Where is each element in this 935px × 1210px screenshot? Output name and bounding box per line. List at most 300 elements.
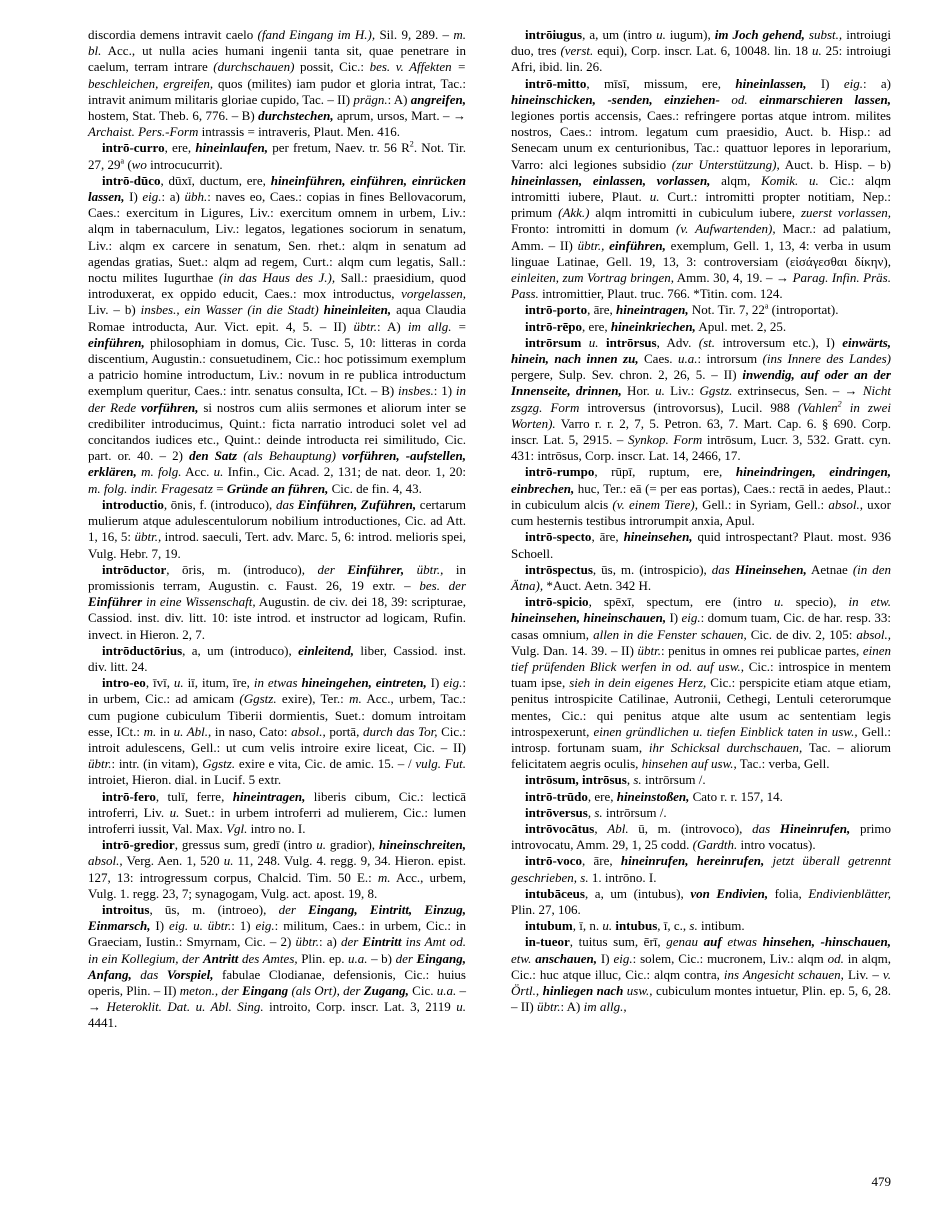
text-run: (Gardth. (692, 837, 738, 853)
text-run: – b) (367, 950, 396, 966)
text-run: : domum tuam, Cic. de har. resp. 33: casas omnium, (511, 610, 891, 642)
text-run: v. Örtl., (511, 966, 891, 998)
text-run: liberis cibum, Cic.: lecticā introferri, Liv. (88, 788, 466, 820)
text-run: : in urbem, Cic.: ad amicam (88, 675, 466, 707)
text-run: (in das Haus des J.), (218, 270, 336, 286)
text-run: einführen, (88, 334, 145, 350)
dictionary-entry (511, 335, 891, 465)
headword: intro-eo (102, 675, 146, 691)
text-run: hineinlaufen, (195, 140, 268, 156)
text-run: Eingang (241, 982, 292, 998)
text-run: , ere, (587, 788, 617, 804)
text-run: übtr. (537, 999, 561, 1015)
text-run: m. folg. indir. Fragesatz (88, 480, 213, 496)
text-run: übtr. (637, 642, 661, 658)
text-run: auf (703, 934, 728, 950)
text-run: in promissionis terram, Augustin. c. Faust. 26, 19 extr. – (88, 561, 466, 593)
text-run: per fretum, Naev. tr. 56 R (268, 140, 410, 156)
text-run: von Endivien, (690, 885, 769, 901)
text-run: (st. (698, 334, 716, 350)
text-run: u. Abl. (173, 723, 209, 739)
text-run: Einführer, (347, 561, 405, 577)
text-run: u. (811, 43, 822, 59)
headword: intrō-curro (102, 140, 165, 156)
text-run: Acc. (181, 464, 214, 480)
text-run: Tac.: verba, Gell. (736, 756, 830, 772)
text-run: Cic.: perspicite etiam atque etiam, penitus introspicite Catilinae, Autronii, Cethegi, Lentuli ceterorumque mentes, Cic.: qui penitus atque alte usum ac sententiam legis introspexerunt, (511, 675, 891, 739)
text-run: Eingang, Anfang, (88, 950, 466, 982)
text-run: ihr Schicksal durchschauen, (648, 739, 803, 755)
text-run: , in naso, Cato: (208, 723, 292, 739)
text-run: primo introvocatu, Amm. 29, 1, 25 codd. (511, 820, 892, 853)
text-run: Ggstz. (699, 383, 733, 399)
text-run: übtr., (416, 561, 444, 577)
text-run: fabulae Clodianae, defensionis, Cic.: huius operis, Plin. – II) (88, 966, 466, 998)
text-run: (als Ort), der (291, 982, 364, 998)
text-run: certarum mulierum atque adulescentulorum nobilium introductiones, Cic. ad Att. 1, 16, 5: (88, 496, 467, 545)
text-run: folia, (768, 885, 809, 901)
text-run: insbes. (398, 383, 434, 399)
text-run: : a) (161, 189, 185, 205)
text-run: übtr. (353, 318, 377, 334)
text-run: I) (666, 610, 682, 626)
text-run: philosophiam in domus, Cic. Tusc. 5, 10: litteras in corda discentium, Augustin.: consuetudinem, Cic.: hoc potissimum exemplum a patricio homine introductum, Liv.: novum in re publica introductum exemplum queritur, Caes.: intr. senatus consulta, ICt. – B) (88, 334, 466, 399)
text-run: hinliegen nach (542, 982, 627, 998)
headword: intubum (525, 918, 573, 934)
text-run: m. folg. (141, 464, 182, 480)
text-run: cubiculum montes intuetur, Plin. ep. 5, 6, 28. – II) (511, 982, 892, 1015)
dictionary-entry (511, 772, 891, 788)
text-run: 2 (837, 399, 842, 409)
text-run: einführen, (609, 237, 666, 253)
text-run: einleiten, zum Vortrag bringen, (511, 270, 674, 286)
dictionary-entry (511, 789, 891, 805)
text-run: m. (377, 869, 391, 885)
text-run: wo (131, 156, 147, 172)
headword: intubus (615, 918, 658, 934)
text-run: exire e vita, Cic. de amic. 15. – / (235, 756, 416, 772)
dictionary-entry (88, 675, 466, 788)
dictionary-entry (511, 529, 891, 561)
text-run: introversum etc.), I) (715, 334, 843, 350)
headword: intrō-specto (525, 529, 592, 545)
text-run: der (317, 561, 348, 577)
text-run: s. (689, 918, 698, 934)
text-run: übtr. (88, 756, 112, 772)
text-run: (in den Ätna), (511, 561, 892, 593)
text-run: (introportat). (768, 302, 839, 318)
text-run: (verst. (560, 43, 594, 59)
dictionary-entry (511, 886, 891, 918)
text-run: im allg. (407, 318, 452, 334)
text-run: ū, m. (introvoco), (628, 820, 753, 836)
headword: intrōductōrius (102, 642, 183, 658)
text-run: = (451, 318, 466, 334)
text-run: iugum), (665, 27, 715, 42)
dictionary-entry (511, 302, 891, 318)
text-run: hostem, Stat. Theb. 6, 776. – B) (88, 108, 259, 124)
text-run: vulg. Fut. (415, 756, 467, 772)
text-run: – → (88, 982, 467, 1015)
text-run: eig. (681, 610, 701, 626)
text-run: vorgelassen, (401, 286, 466, 302)
text-run: u. (773, 594, 784, 610)
text-run: intrassis = intraveris, Plaut. Men. 416. (198, 124, 400, 140)
text-run: etwas (727, 934, 763, 950)
text-run (404, 562, 417, 577)
text-run: : 1) (433, 383, 456, 399)
text-run: 11, 248. Vulg. 4. regg. 9, 34. Hieron. epist. 127, 13: introgressum corpus, Chalcid. Tim. 50 E.: (88, 853, 466, 885)
text-run: intrōrsum /. (641, 772, 706, 788)
text-run: Varro r. r. 2, 7, 5. Petron. 63, 7. Mart. Cap. 6. § 690. Corp. inscr. Lat. 5, 2915. – (511, 415, 891, 448)
dictionary-entry (88, 140, 466, 172)
text-run: specio), (783, 594, 849, 610)
text-run: intro no. I. (247, 820, 306, 836)
text-run: Vulg. Dan. 14. 39. – II) (511, 642, 638, 658)
text-run: Plin. ep. (297, 950, 349, 966)
text-run: , a, um (introduco), (182, 642, 299, 658)
text-run: Sall.: praesidium, quod introduxerat, ex oppido educit, Caes.: mox introductus, (88, 270, 466, 302)
text-run: , (594, 820, 608, 836)
text-run: s. (594, 804, 603, 820)
text-run: hineinlassen, (735, 75, 807, 91)
text-run: hineinführen, einführen, einrücken lassen, (88, 172, 466, 205)
text-run: I) (426, 675, 444, 691)
headword: in-tueor (525, 934, 570, 950)
dictionary-entry (511, 464, 891, 529)
text-run: übtr. (295, 934, 319, 950)
text-run: , tuitus sum, ērī, (569, 934, 667, 950)
dictionary-entry (88, 173, 466, 497)
headword: intubāceus (525, 885, 585, 901)
text-run: m. (143, 723, 157, 739)
text-run: Augustin. de civ. dei 18, 39: scripturae, Cassiod. inst. div. litt. 10: iste introd. et instructor ad logicam, Rufin. invect. in Hieron. 2, 7. (88, 594, 466, 642)
text-run: Amm. 30, 4, 19. – → (673, 270, 793, 286)
text-run: eig. (613, 950, 633, 966)
text-run: 4441. (88, 1015, 118, 1031)
text-run: in etwas (253, 675, 302, 691)
text-run (599, 335, 606, 350)
text-run: exire), Ter.: (276, 691, 350, 707)
page-number: 479 (871, 1174, 891, 1189)
headword: intrō-trūdo (525, 788, 588, 804)
text-run: hineinschreiten, (378, 837, 466, 853)
text-run: des Amtes, (241, 950, 298, 966)
text-run: quos (milites) iam pudor et gloria intrat, Tac.: intravit animum militaris gloriae cupido, Tac. – II) (88, 75, 466, 107)
text-run: das (711, 561, 735, 577)
text-run: (v. Aufwartenden), (675, 221, 776, 237)
text-run: Liv. – (843, 966, 883, 982)
text-run: absol., (828, 496, 863, 512)
text-run: iī, itum, īre, (183, 675, 254, 691)
text-run: Fronto: intromitti in domum (511, 221, 676, 237)
text-run: , āre, (587, 302, 616, 318)
text-run: eig. (443, 675, 463, 691)
dictionary-entry (511, 27, 891, 76)
text-run: , a, um (intro (582, 27, 657, 42)
dictionary-entry (88, 789, 466, 838)
text-run: gradior), (326, 837, 379, 853)
text-run: Verg. Aen. 1, 520 (122, 853, 224, 869)
text-run: der (340, 934, 363, 950)
headword: intrōspectus (525, 561, 593, 577)
text-run: *Auct. Aetn. 342 H. (543, 577, 652, 593)
text-run: : penitus in omnes rei publicae partes, (660, 642, 863, 658)
text-run: das (275, 496, 298, 512)
text-run: , ī, n. (572, 918, 603, 934)
text-run: u. (602, 918, 613, 934)
text-run: jetzt überall getrennt geschrieben, s. (511, 853, 892, 885)
headword: intrō-spicio (525, 594, 589, 610)
text-run: liber, Cassiod. inst. div. litt. 24. (88, 642, 466, 674)
text-run: aprum, ursos, Mart. – → (333, 108, 466, 124)
text-run: si nostros cum aliis sermones et aliorum inter se credibiliter introducimus, Quint.: ficta narratio introduci solet vel ad concitandos iudices etc., Quint.: deinde introducta rei similitudo, Cic. part. or. 40. – 2) (88, 399, 467, 464)
text-run: introd. saeculi, Tert. adv. Marc. 5, 6: introd. melioris spei, Vulg. Hebr. 7, 19. (88, 529, 466, 561)
text-run: m. bl. (88, 27, 466, 59)
text-run: eig. u. übtr. (169, 918, 232, 934)
text-run: in (156, 723, 174, 739)
text-run: Liv.: (664, 383, 700, 399)
text-run: Suet.: in urbem introferri ad mulierem, Cic.: lumen introferri iussit, Val. Max. (88, 804, 466, 836)
text-run: (fand Eingang im H.), (257, 27, 376, 42)
text-run: intromittier, Plaut. truc. 766. *Titin. com. 124. (538, 286, 783, 302)
text-run: s. (633, 772, 642, 788)
text-run: subst., (808, 27, 843, 42)
dictionary-entry (88, 643, 466, 675)
text-run: hineinkriechen, (610, 318, 696, 334)
text-run: : a) (318, 934, 341, 950)
headword: intrōrsus (606, 334, 657, 350)
text-run: der (395, 950, 417, 966)
dictionary-entry (88, 27, 466, 140)
text-run: , ūs, m. (introspicio), (592, 561, 712, 577)
text-run: in zwei Worten). (511, 399, 891, 431)
text-run: alqm intromitti in cubiculum iubere, (589, 205, 801, 221)
text-run: Ggstz. (202, 756, 236, 772)
text-run: Vorspiel, (166, 966, 214, 982)
text-run: bes. der (419, 577, 466, 593)
dictionary-entry (511, 934, 891, 1015)
text-run: alqm, (710, 172, 762, 188)
text-run: a (764, 302, 769, 312)
text-run: hineintragen, (615, 302, 689, 318)
text-run: einwärts, hinein, nach innen zu, (511, 334, 892, 367)
headword: intrōsum, intrōsus (525, 772, 627, 788)
text-run: 25: introiugi Afri, ibid. lin. 26. (511, 43, 892, 75)
text-run: : a) (862, 75, 891, 91)
text-run: Aetnae (806, 561, 853, 577)
dictionary-entry (88, 562, 466, 643)
text-run: Parag. Infin. Präs. Pass. (511, 270, 891, 302)
text-run: od. (827, 950, 844, 966)
headword: intrō-voco (525, 853, 583, 869)
headword: intrōversus (525, 804, 588, 820)
text-run: intro vocatus). (737, 837, 816, 853)
text-run: extrinsecus, Sen. – → (732, 383, 863, 399)
text-run: hineinstoßen, (616, 788, 690, 804)
text-run: : A) (376, 318, 408, 334)
text-run: . Not. Tir. 27, 29 (88, 140, 466, 172)
text-run: vorführen, -aufstellen, erklären, (88, 448, 467, 480)
text-run: u. (588, 334, 599, 350)
headword: intrōiugus (525, 27, 583, 42)
dictionary-entry (511, 562, 891, 594)
text-run: in der Rede (88, 383, 466, 415)
text-run: eig. (843, 75, 863, 91)
text-run: Auct. b. Hisp. – b) (779, 156, 891, 172)
dictionary-entry (511, 805, 891, 821)
headword: intrō-fero (102, 788, 156, 804)
text-run: Nicht zsgzg. Form (511, 383, 891, 415)
text-run: Komik. u. (761, 172, 819, 188)
text-run: usw., (626, 982, 653, 998)
text-run: u. (655, 383, 665, 399)
text-run: Vgl. (226, 820, 248, 836)
text-run: (durchschauen) (213, 59, 295, 75)
text-run: Infin., Cic. Acad. 2, 131; de nat. deor. 1, 20: (223, 464, 467, 480)
text-run: u. (213, 464, 224, 480)
dictionary-entry (511, 594, 891, 772)
text-run: portā, (325, 723, 363, 739)
text-run: Cic.: introit adulescens, Gell.: ut cum velis introire exire liceat, Cic. – II) (88, 723, 466, 755)
text-run: in etw. (848, 594, 892, 610)
text-run: Archaist. Pers.-Form (88, 124, 199, 140)
text-run: , mīsī, missum, ere, (586, 75, 736, 91)
headword: intrōductor (102, 561, 167, 577)
text-run: in alqm, Cic.: huc atque illuc, Cic.: alqm contra, (511, 950, 891, 982)
text-run: introcucurrit). (146, 156, 223, 172)
text-run: Cic. (408, 982, 437, 998)
text-run: eig. (142, 189, 162, 205)
text-run: absol., (291, 723, 326, 739)
text-run: Plin. 27, 106. (511, 901, 581, 917)
text-run: od. (731, 91, 748, 107)
text-run: einmarschieren lassen, (759, 91, 892, 107)
text-run: introiugi duo, tres (511, 27, 891, 59)
text-run: Tac. – aliorum felicitatem aegris oculis, (511, 739, 891, 772)
text-run: u. (656, 27, 666, 42)
text-run: Caes. (638, 351, 678, 367)
text-run: u. (223, 853, 234, 869)
text-run: ins Angesicht schauen, (723, 966, 844, 982)
text-run: (Vahlen (797, 399, 838, 415)
text-run: durch das Tor, (362, 723, 438, 739)
text-run: legiones portis accensis, Caes.: refringere portas atque introm. milites nostros, Caes.: introm. legatum cum praesidio, Auct. b. Hisp.: ad Senecam unum ex centurionibus, Tac.: quattuor lepores in leporarium, Varro: alci legiones subsidio (511, 108, 891, 172)
text-run: den Satz (189, 448, 244, 464)
text-run: , (626, 772, 634, 788)
headword: intrō-rumpo (525, 464, 595, 480)
text-run: quid introspectant? Plaut. most. 936 Schoell. (511, 529, 891, 561)
text-run: I) (150, 918, 170, 934)
text-run: I) (124, 189, 143, 205)
text-run: , Adv. (656, 334, 699, 350)
text-run: absol., (856, 626, 892, 642)
text-run: introiet, Hieron. dial. in Lucif. 5 extr. (88, 772, 282, 788)
text-run: intibum. (697, 918, 745, 934)
text-run: Cic. de fin. 4, 43. (328, 480, 422, 496)
dictionary-entry (511, 76, 891, 303)
text-run: Gründe an führen, (226, 480, 329, 496)
text-run: hineintragen, (232, 788, 306, 804)
headword: intrō-dūco (102, 172, 161, 188)
headword: intrō-gredior (102, 837, 175, 853)
headword: intrōvocātus (525, 820, 595, 836)
text-run: u. (456, 999, 467, 1015)
text-run: hineingehen, eintreten, (301, 675, 427, 691)
headword: intrōrsum (525, 334, 582, 350)
dictionary-entry (88, 902, 466, 1032)
text-run: im Joch gehend, (714, 27, 805, 42)
text-run: u. (169, 804, 180, 820)
text-run: Cic.: alqm intromitti iubere, Plaut. (511, 172, 891, 205)
text-run: hineinrufen, hereinrufen, (620, 853, 765, 869)
text-run: , āre, (582, 853, 621, 869)
text-run: zuerst vorlassen, (800, 205, 892, 221)
text-run: : militum, Caes.: in urbem, Cic.: in Graeciam, Iustin.: Smyrnam, Cic. – 2) (88, 918, 466, 950)
text-run: einen tief prüfenden Blick werfen in od. auf usw., (511, 642, 891, 674)
text-run: huc, Ter.: eā (= per eas portas), Caes.: rectā in aedes, Plaut.: in cubiculum alcis (511, 480, 891, 512)
text-run: equi), Corp. inscr. Lat. 6, 10048. lin. 18 (593, 43, 812, 59)
text-run: Acc., urbem, Vulg. 1. regg. 23, 7; synagogam, Vulg. act. apost. 19, 8. (88, 869, 466, 901)
headword: intrō-porto (525, 302, 588, 318)
text-run: übtr., (577, 237, 605, 253)
text-run: prägn. (353, 91, 388, 107)
text-run: anschauen, (535, 950, 598, 966)
text-run: : 1) (231, 918, 256, 934)
text-run: intrōrsum /. (602, 804, 667, 820)
text-run: u.a. (348, 950, 368, 966)
text-run: Curt.: intromitti propter notitiam, Nep.: primum (511, 189, 891, 221)
text-run: : introrsum (697, 351, 763, 367)
text-run: introversus (introvorsus), Lucil. 988 (579, 399, 798, 415)
text-run: exemplum, Gell. 1, 13, 4: verba in usum linguae Latinae, Gell. 19, 13, 3: controversiam (εἰσάγεσθαι δίκην), (511, 237, 891, 269)
text-run: : A) (387, 91, 411, 107)
text-run: Cic. de div. 2, 105: (746, 626, 857, 642)
text-run: discordia demens intravit caelo (88, 27, 258, 42)
text-run: eig. (255, 918, 275, 934)
headword: intrō-mitto (525, 75, 587, 91)
text-run: , dūxī, ductum, ere, (160, 172, 271, 188)
text-run: Zugang, (363, 982, 409, 998)
text-run: a (120, 156, 125, 166)
text-run: , (587, 804, 595, 820)
text-run: Hineinsehen, (734, 561, 807, 577)
headword: introductio (102, 496, 164, 512)
text-run: Liv. – b) (88, 302, 141, 318)
text-run: (Akk.) (558, 205, 590, 221)
text-run: , ōris, m. (introduco), (166, 561, 318, 577)
headword: intrō-rēpo (525, 318, 583, 334)
text-run: 1. intrōno. I. (588, 869, 657, 885)
text-run: Apul. met. 2, 25. (695, 318, 787, 334)
text-run: aqua Claudia Romae introducta, Aur. Vict. epit. 4, 5. – II) (88, 302, 466, 334)
text-run: u.a. (677, 351, 698, 367)
text-run: uxor cum hesternis testibus introrumpit anxia, Apul. (511, 496, 892, 529)
text-run: Einführen, Zuführen, (297, 496, 417, 512)
text-run: , a, um (intubus), (584, 885, 691, 901)
text-run: Heteroklit. Dat. u. Abl. Sing. (106, 999, 264, 1015)
text-run: ins Amt od. in ein Kollegium, der (88, 934, 466, 966)
text-run (581, 335, 588, 350)
left-column (88, 27, 466, 1032)
text-run: übtr., (134, 529, 162, 545)
text-run: Eingang, Eintritt, Einzug, Einmarsch, (88, 901, 466, 934)
text-run (748, 92, 760, 107)
text-run: meton., der (179, 982, 242, 998)
text-run: hineinschicken, -senden, einziehen- (511, 91, 720, 107)
text-run: Endivienblätter, (808, 885, 892, 901)
text-run: inwendig, auf oder an der Innenseite, drinnen, (511, 367, 891, 399)
